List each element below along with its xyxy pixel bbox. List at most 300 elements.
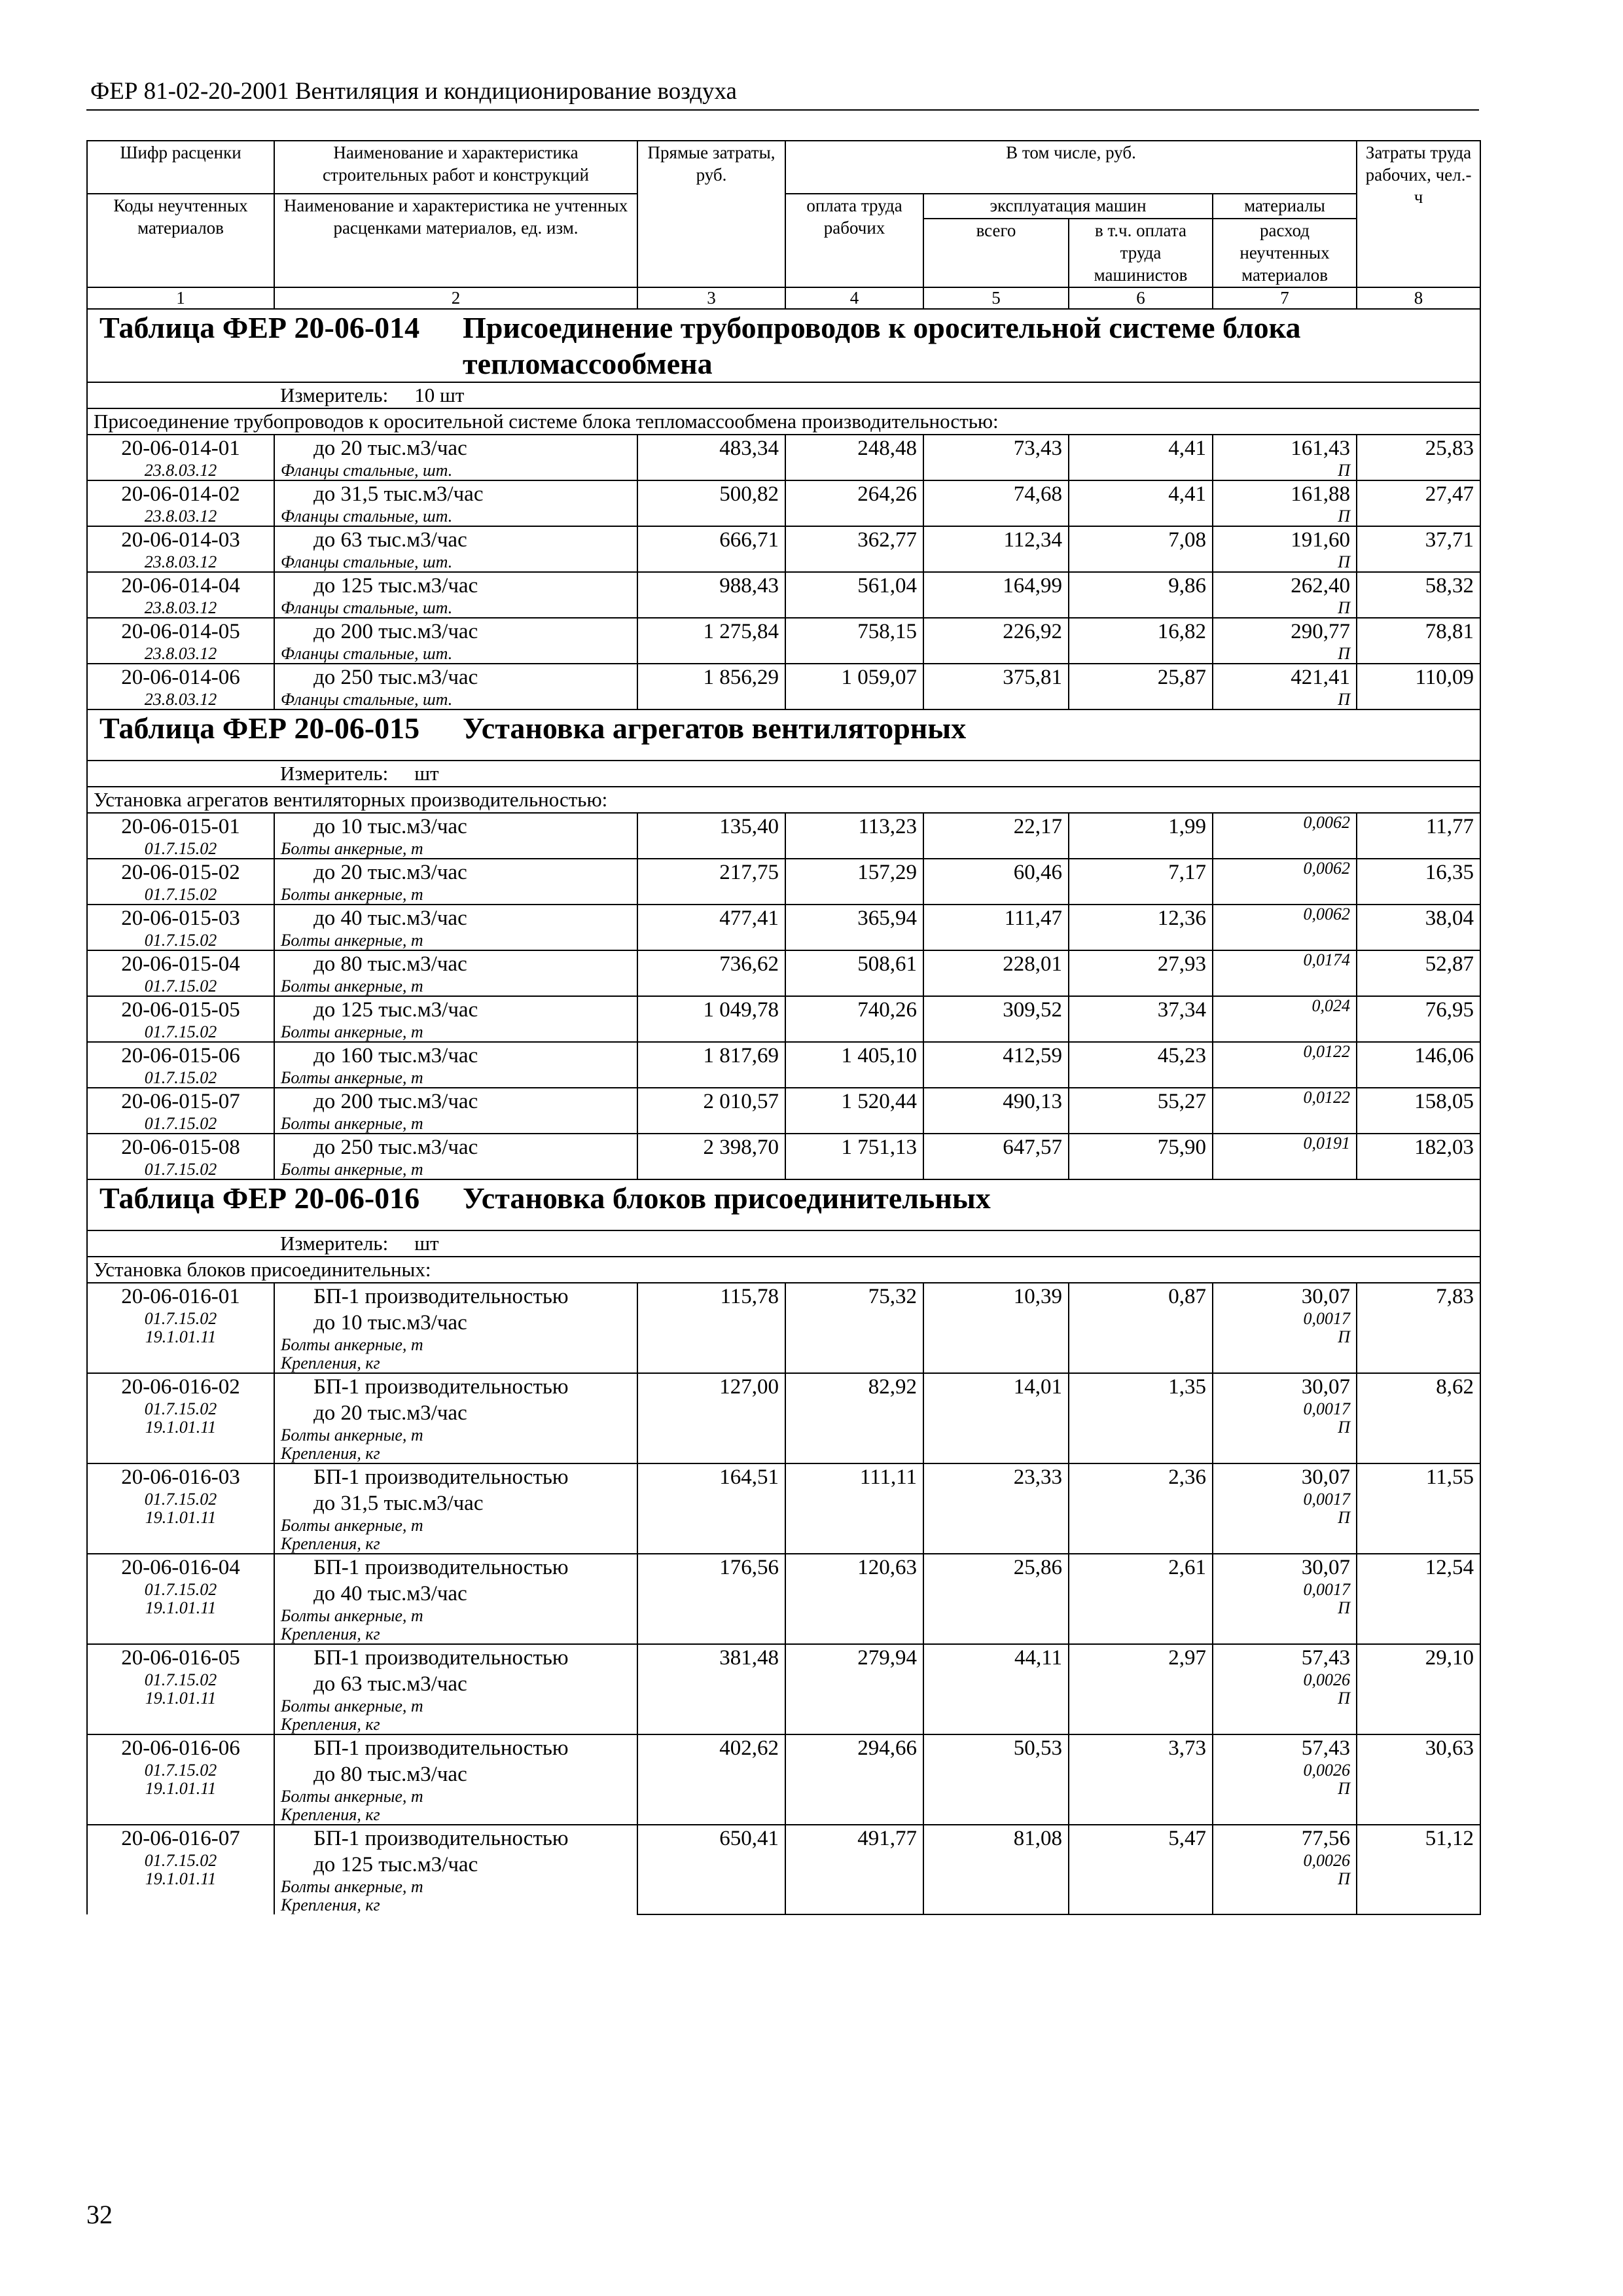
header-col5: всего xyxy=(923,219,1069,287)
materials-cell xyxy=(1213,1734,1357,1825)
labor-cost: 25,83 xyxy=(1425,437,1474,460)
materials-cost: 421,41 xyxy=(1291,666,1351,689)
material-name: Фланцы стальные, шт. xyxy=(281,552,453,571)
material-qty: 0,0062 xyxy=(1303,905,1351,924)
work-name: до 250 тыс.м3/час xyxy=(313,666,478,689)
direct-cost-cell xyxy=(637,1554,785,1644)
machine-cost: 74,68 xyxy=(1013,482,1062,506)
header-col7: расход неучтенных материалов xyxy=(1213,219,1357,287)
header-materials: материалы xyxy=(1213,194,1357,219)
material-qty: П xyxy=(1338,1869,1351,1888)
machine-cost-cell xyxy=(923,618,1069,664)
table-row xyxy=(87,1283,1480,1373)
rate-code: 20-06-015-01 xyxy=(121,815,240,838)
worker-wage: 157,29 xyxy=(857,861,917,884)
worker-wage-cell xyxy=(785,572,923,618)
worker-wage: 508,61 xyxy=(857,952,917,976)
material-name: Болты анкерные, т xyxy=(281,1022,423,1041)
labor-cost: 182,03 xyxy=(1414,1136,1474,1159)
worker-wage-cell xyxy=(785,664,923,709)
operator-wage-cell xyxy=(1069,859,1213,905)
labor-cost: 7,83 xyxy=(1436,1285,1474,1308)
worker-wage-cell xyxy=(785,1088,923,1134)
materials-cell xyxy=(1213,1134,1357,1179)
measure-row xyxy=(87,382,1480,408)
material-code: 19.1.01.11 xyxy=(145,1598,217,1617)
material-qty: П xyxy=(1338,1779,1351,1798)
work-name: БП-1 производительностью xyxy=(313,1465,569,1489)
work-name-cont: до 63 тыс.м3/час xyxy=(313,1672,467,1696)
material-code: 01.7.15.02 xyxy=(144,1490,217,1509)
work-name-cell xyxy=(274,1373,637,1463)
work-name: БП-1 производительностью xyxy=(313,1736,569,1760)
machine-cost: 44,11 xyxy=(1014,1646,1062,1670)
measure-cell xyxy=(87,1230,1480,1257)
work-name: до 125 тыс.м3/час xyxy=(313,998,478,1022)
labor-cost-cell xyxy=(1357,1373,1480,1463)
labor-cost: 11,55 xyxy=(1426,1465,1474,1489)
table-row xyxy=(87,1825,1480,1914)
col-number: 5 xyxy=(923,287,1069,309)
work-name: БП-1 производительностью xyxy=(313,1285,569,1308)
material-qty: 0,0122 xyxy=(1303,1042,1351,1061)
measure-cell xyxy=(87,382,1480,408)
materials-cost: 30,07 xyxy=(1301,1465,1351,1489)
material-name: Фланцы стальные, шт. xyxy=(281,507,453,526)
direct-cost-cell xyxy=(637,664,785,709)
worker-wage: 294,66 xyxy=(857,1736,917,1760)
rate-code-cell xyxy=(87,618,274,664)
operator-wage-cell xyxy=(1069,1554,1213,1644)
operator-wage-cell xyxy=(1069,996,1213,1042)
section-intro: Установка блоков присоединительных: xyxy=(87,1257,1480,1283)
labor-cost-cell xyxy=(1357,618,1480,664)
material-name: Крепления, кг xyxy=(281,1444,380,1463)
table-row xyxy=(87,1134,1480,1179)
materials-cost: 290,77 xyxy=(1291,620,1351,643)
work-name-cell xyxy=(274,480,637,526)
header-incl: В том числе, руб. xyxy=(785,141,1357,194)
worker-wage-cell xyxy=(785,950,923,996)
work-name: до 250 тыс.м3/час xyxy=(313,1136,478,1159)
work-name-cont: до 31,5 тыс.м3/час xyxy=(313,1492,484,1515)
material-qty: 0,0017 xyxy=(1303,1309,1351,1328)
worker-wage-cell xyxy=(785,480,923,526)
rate-code: 20-06-015-08 xyxy=(121,1136,240,1159)
work-name: до 31,5 тыс.м3/час xyxy=(313,482,484,506)
operator-wage: 16,82 xyxy=(1157,620,1206,643)
labor-cost-cell xyxy=(1357,950,1480,996)
worker-wage: 111,11 xyxy=(859,1465,917,1489)
material-qty: 0,0122 xyxy=(1303,1088,1351,1107)
direct-cost: 2 398,70 xyxy=(703,1136,779,1159)
material-name: Болты анкерные, т xyxy=(281,977,423,996)
work-name: до 160 тыс.м3/час xyxy=(313,1044,478,1067)
machine-cost: 375,81 xyxy=(1003,666,1062,689)
operator-wage-cell xyxy=(1069,1734,1213,1825)
machine-cost: 14,01 xyxy=(1013,1375,1062,1399)
rate-code: 20-06-014-06 xyxy=(121,666,240,689)
operator-wage: 25,87 xyxy=(1157,666,1206,689)
measure-value: шт xyxy=(414,1232,439,1255)
machine-cost: 23,33 xyxy=(1013,1465,1062,1489)
section-title xyxy=(94,1180,1474,1216)
section-table-title: Установка агрегатов вентиляторных xyxy=(463,711,967,745)
worker-wage-cell xyxy=(785,1134,923,1179)
operator-wage-cell xyxy=(1069,572,1213,618)
machine-cost: 226,92 xyxy=(1003,620,1062,643)
operator-wage-cell xyxy=(1069,950,1213,996)
header-col6: в т.ч. оплата труда машинистов xyxy=(1069,219,1213,287)
machine-cost: 22,17 xyxy=(1013,815,1062,838)
machine-cost-cell xyxy=(923,813,1069,859)
rate-code-cell xyxy=(87,1134,274,1179)
material-name: Болты анкерные, т xyxy=(281,1516,423,1535)
table-row xyxy=(87,1088,1480,1134)
rate-code: 20-06-014-01 xyxy=(121,437,240,460)
machine-cost-cell xyxy=(923,950,1069,996)
material-qty: 0,0026 xyxy=(1303,1761,1351,1780)
material-name: Крепления, кг xyxy=(281,1624,380,1643)
work-name-cell xyxy=(274,664,637,709)
page-number: 32 xyxy=(86,2200,113,2229)
rate-code-cell xyxy=(87,1088,274,1134)
material-code: 01.7.15.02 xyxy=(144,885,217,904)
labor-cost: 12,54 xyxy=(1425,1556,1474,1579)
worker-wage-cell xyxy=(785,905,923,950)
labor-cost: 58,32 xyxy=(1425,574,1474,598)
materials-cell xyxy=(1213,435,1357,480)
operator-wage: 2,97 xyxy=(1168,1646,1206,1670)
direct-cost: 1 817,69 xyxy=(703,1044,779,1067)
operator-wage-cell xyxy=(1069,1088,1213,1134)
operator-wage-cell xyxy=(1069,1463,1213,1554)
machine-cost-cell xyxy=(923,435,1069,480)
materials-cost: 30,07 xyxy=(1301,1556,1351,1579)
worker-wage: 1 520,44 xyxy=(841,1090,917,1113)
work-name-cell xyxy=(274,1554,637,1644)
material-name: Болты анкерные, т xyxy=(281,1114,423,1133)
table-row xyxy=(87,813,1480,859)
materials-cell xyxy=(1213,480,1357,526)
worker-wage: 491,77 xyxy=(857,1827,917,1850)
materials-cell xyxy=(1213,618,1357,664)
labor-cost-cell xyxy=(1357,1463,1480,1554)
measure-label: Измеритель: xyxy=(280,384,389,406)
material-code: 01.7.15.02 xyxy=(144,1068,217,1087)
labor-cost-cell xyxy=(1357,664,1480,709)
col-number: 2 xyxy=(274,287,637,309)
worker-wage: 365,94 xyxy=(857,906,917,930)
material-qty: 0,0026 xyxy=(1303,1670,1351,1689)
table-row xyxy=(87,1042,1480,1088)
direct-cost: 127,00 xyxy=(719,1375,779,1399)
worker-wage-cell xyxy=(785,435,923,480)
work-name-cont: до 10 тыс.м3/час xyxy=(313,1311,467,1335)
direct-cost-cell xyxy=(637,996,785,1042)
direct-cost: 2 010,57 xyxy=(703,1090,779,1113)
work-name-cell xyxy=(274,526,637,572)
table-row xyxy=(87,572,1480,618)
rate-code: 20-06-015-02 xyxy=(121,861,240,884)
section-table-label: Таблица ФЕР 20-06-014 xyxy=(99,311,420,344)
material-code: 01.7.15.02 xyxy=(144,977,217,996)
labor-cost: 8,62 xyxy=(1436,1375,1474,1399)
work-name-cell xyxy=(274,435,637,480)
machine-cost: 81,08 xyxy=(1013,1827,1062,1850)
operator-wage: 75,90 xyxy=(1157,1136,1206,1159)
col-number: 7 xyxy=(1213,287,1357,309)
rate-code: 20-06-015-06 xyxy=(121,1044,240,1067)
rate-code: 20-06-015-03 xyxy=(121,906,240,930)
operator-wage: 1,99 xyxy=(1168,815,1206,838)
header-col3: Прямые затраты, руб. xyxy=(637,141,785,287)
material-name: Крепления, кг xyxy=(281,1895,380,1914)
worker-wage: 75,32 xyxy=(868,1285,917,1308)
labor-cost-cell xyxy=(1357,813,1480,859)
operator-wage: 2,61 xyxy=(1168,1556,1206,1579)
direct-cost-cell xyxy=(637,526,785,572)
labor-cost: 27,47 xyxy=(1425,482,1474,506)
operator-wage: 4,41 xyxy=(1168,437,1206,460)
worker-wage-cell xyxy=(785,1463,923,1554)
machine-cost-cell xyxy=(923,526,1069,572)
direct-cost: 1 275,84 xyxy=(703,620,779,643)
material-name: Болты анкерные, т xyxy=(281,1335,423,1354)
material-code: 01.7.15.02 xyxy=(144,1022,217,1041)
material-name: Фланцы стальные, шт. xyxy=(281,644,453,663)
rate-code-cell xyxy=(87,1283,274,1373)
material-qty: П xyxy=(1338,644,1351,663)
material-code: 01.7.15.02 xyxy=(144,1160,217,1179)
rate-code: 20-06-016-01 xyxy=(121,1285,240,1308)
work-name-cont: до 80 тыс.м3/час xyxy=(313,1763,467,1786)
work-name: до 63 тыс.м3/час xyxy=(313,528,467,552)
direct-cost-cell xyxy=(637,1088,785,1134)
operator-wage: 4,41 xyxy=(1168,482,1206,506)
material-qty: 0,0017 xyxy=(1303,1490,1351,1509)
operator-wage: 7,08 xyxy=(1168,528,1206,552)
direct-cost: 176,56 xyxy=(719,1556,779,1579)
work-name-cell xyxy=(274,1134,637,1179)
operator-wage: 27,93 xyxy=(1157,952,1206,976)
worker-wage-cell xyxy=(785,996,923,1042)
rate-code-cell xyxy=(87,435,274,480)
material-name: Крепления, кг xyxy=(281,1715,380,1734)
material-code: 19.1.01.11 xyxy=(145,1508,217,1527)
materials-cost: 161,88 xyxy=(1291,482,1351,506)
labor-cost: 76,95 xyxy=(1425,998,1474,1022)
machine-cost-cell xyxy=(923,480,1069,526)
intro-row xyxy=(87,787,1480,813)
material-code: 23.8.03.12 xyxy=(144,461,217,480)
work-name: БП-1 производительностью xyxy=(313,1556,569,1579)
measure-label: Измеритель: xyxy=(280,1232,389,1255)
operator-wage: 7,17 xyxy=(1168,861,1206,884)
work-name: БП-1 производительностью xyxy=(313,1827,569,1850)
section-title-cell xyxy=(87,309,1480,382)
direct-cost: 164,51 xyxy=(719,1465,779,1489)
material-code: 01.7.15.02 xyxy=(144,1309,217,1328)
operator-wage-cell xyxy=(1069,480,1213,526)
operator-wage-cell xyxy=(1069,1373,1213,1463)
material-name: Болты анкерные, т xyxy=(281,1606,423,1625)
machine-cost-cell xyxy=(923,572,1069,618)
rate-code-cell xyxy=(87,1042,274,1088)
labor-cost: 110,09 xyxy=(1415,666,1474,689)
labor-cost-cell xyxy=(1357,480,1480,526)
work-name-cell xyxy=(274,1644,637,1734)
rate-code-cell xyxy=(87,1554,274,1644)
direct-cost: 666,71 xyxy=(719,528,779,552)
material-code: 01.7.15.02 xyxy=(144,1399,217,1418)
work-name: до 200 тыс.м3/час xyxy=(313,1090,478,1113)
labor-cost-cell xyxy=(1357,1042,1480,1088)
section-title xyxy=(94,710,1474,746)
material-code: 19.1.01.11 xyxy=(145,1689,217,1708)
machine-cost: 73,43 xyxy=(1013,437,1062,460)
running-header: ФЕР 81-02-20-2001 Вентиляция и кондиционирование воздуха xyxy=(90,78,737,105)
operator-wage-cell xyxy=(1069,1644,1213,1734)
material-name: Фланцы стальные, шт. xyxy=(281,598,453,617)
header-numbers-row xyxy=(87,287,1480,309)
labor-cost: 78,81 xyxy=(1425,620,1474,643)
direct-cost: 381,48 xyxy=(719,1646,779,1670)
labor-cost-cell xyxy=(1357,859,1480,905)
rate-code-cell xyxy=(87,1463,274,1554)
machine-cost: 490,13 xyxy=(1003,1090,1062,1113)
rate-code: 20-06-016-07 xyxy=(121,1827,240,1850)
intro-row xyxy=(87,1257,1480,1283)
section-title xyxy=(94,310,1474,382)
machine-cost-cell xyxy=(923,905,1069,950)
table-row xyxy=(87,664,1480,709)
rate-code: 20-06-016-04 xyxy=(121,1556,240,1579)
table-row xyxy=(87,950,1480,996)
operator-wage-cell xyxy=(1069,618,1213,664)
table-row xyxy=(87,1373,1480,1463)
direct-cost: 500,82 xyxy=(719,482,779,506)
materials-cell xyxy=(1213,526,1357,572)
rate-code-cell xyxy=(87,1825,274,1914)
work-name-cell xyxy=(274,1042,637,1088)
rate-code-cell xyxy=(87,572,274,618)
material-qty: 0,0174 xyxy=(1303,950,1351,969)
direct-cost: 477,41 xyxy=(719,906,779,930)
table-row xyxy=(87,905,1480,950)
rate-code: 20-06-016-02 xyxy=(121,1375,240,1399)
worker-wage: 82,92 xyxy=(868,1375,917,1399)
material-qty: 0,0017 xyxy=(1303,1580,1351,1599)
worker-wage-cell xyxy=(785,1825,923,1914)
work-name: до 80 тыс.м3/час xyxy=(313,952,467,976)
worker-wage: 561,04 xyxy=(857,574,917,598)
labor-cost: 16,35 xyxy=(1425,861,1474,884)
work-name: до 20 тыс.м3/час xyxy=(313,437,467,460)
operator-wage-cell xyxy=(1069,813,1213,859)
materials-cost: 191,60 xyxy=(1291,528,1351,552)
intro-row xyxy=(87,408,1480,435)
machine-cost-cell xyxy=(923,859,1069,905)
labor-cost: 29,10 xyxy=(1425,1646,1474,1670)
work-name-cell xyxy=(274,813,637,859)
worker-wage: 1 059,07 xyxy=(841,666,917,689)
rate-code-cell xyxy=(87,905,274,950)
worker-wage: 1 405,10 xyxy=(841,1044,917,1067)
material-qty: 0,024 xyxy=(1311,996,1351,1015)
materials-cell xyxy=(1213,572,1357,618)
direct-cost: 1 856,29 xyxy=(703,666,779,689)
materials-cell xyxy=(1213,1042,1357,1088)
operator-wage-cell xyxy=(1069,664,1213,709)
table-row xyxy=(87,480,1480,526)
material-code: 01.7.15.02 xyxy=(144,1580,217,1599)
worker-wage-cell xyxy=(785,1373,923,1463)
material-qty: 0,0062 xyxy=(1303,859,1351,878)
direct-cost-cell xyxy=(637,618,785,664)
rate-code-cell xyxy=(87,664,274,709)
material-name: Болты анкерные, т xyxy=(281,1068,423,1087)
labor-cost-cell xyxy=(1357,435,1480,480)
material-qty: П xyxy=(1338,461,1351,480)
direct-cost-cell xyxy=(637,1134,785,1179)
operator-wage: 1,35 xyxy=(1168,1375,1206,1399)
machine-cost: 412,59 xyxy=(1003,1044,1062,1067)
machine-cost-cell xyxy=(923,1373,1069,1463)
work-name: до 200 тыс.м3/час xyxy=(313,620,478,643)
material-code: 23.8.03.12 xyxy=(144,507,217,526)
materials-cell xyxy=(1213,859,1357,905)
col-number: 3 xyxy=(637,287,785,309)
material-code: 01.7.15.02 xyxy=(144,839,217,858)
measure-value: 10 шт xyxy=(414,384,465,406)
rate-code: 20-06-015-07 xyxy=(121,1090,240,1113)
measure-label: Измеритель: xyxy=(280,762,389,785)
work-name-cell xyxy=(274,905,637,950)
machine-cost: 309,52 xyxy=(1003,998,1062,1022)
material-code: 23.8.03.12 xyxy=(144,552,217,571)
section-title-row xyxy=(87,1179,1480,1230)
rate-code-cell xyxy=(87,859,274,905)
header-col2-bottom: Наименование и характеристика не учтенных расценками материалов, ед. изм. xyxy=(274,194,637,287)
material-name: Болты анкерные, т xyxy=(281,1696,423,1715)
labor-cost: 37,71 xyxy=(1425,528,1474,552)
labor-cost-cell xyxy=(1357,526,1480,572)
material-qty: П xyxy=(1338,598,1351,617)
material-code: 19.1.01.11 xyxy=(145,1418,217,1437)
worker-wage-cell xyxy=(785,618,923,664)
rate-code: 20-06-016-06 xyxy=(121,1736,240,1760)
direct-cost-cell xyxy=(637,480,785,526)
material-name: Болты анкерные, т xyxy=(281,885,423,904)
materials-cell xyxy=(1213,1373,1357,1463)
work-name: БП-1 производительностью xyxy=(313,1646,569,1670)
section-title-row xyxy=(87,709,1480,761)
operator-wage: 55,27 xyxy=(1157,1090,1206,1113)
materials-cost: 30,07 xyxy=(1301,1375,1351,1399)
labor-cost-cell xyxy=(1357,1283,1480,1373)
material-name: Крепления, кг xyxy=(281,1534,380,1553)
col-number: 1 xyxy=(87,287,274,309)
worker-wage: 1 751,13 xyxy=(841,1136,917,1159)
direct-cost-cell xyxy=(637,1644,785,1734)
section-title-cell xyxy=(87,1179,1480,1230)
section-intro: Установка агрегатов вентиляторных производительностью: xyxy=(87,787,1480,813)
rate-code-cell xyxy=(87,1644,274,1734)
labor-cost: 146,06 xyxy=(1414,1044,1474,1067)
machine-cost-cell xyxy=(923,1088,1069,1134)
section-table-title: Установка блоков присоединительных xyxy=(463,1181,991,1215)
